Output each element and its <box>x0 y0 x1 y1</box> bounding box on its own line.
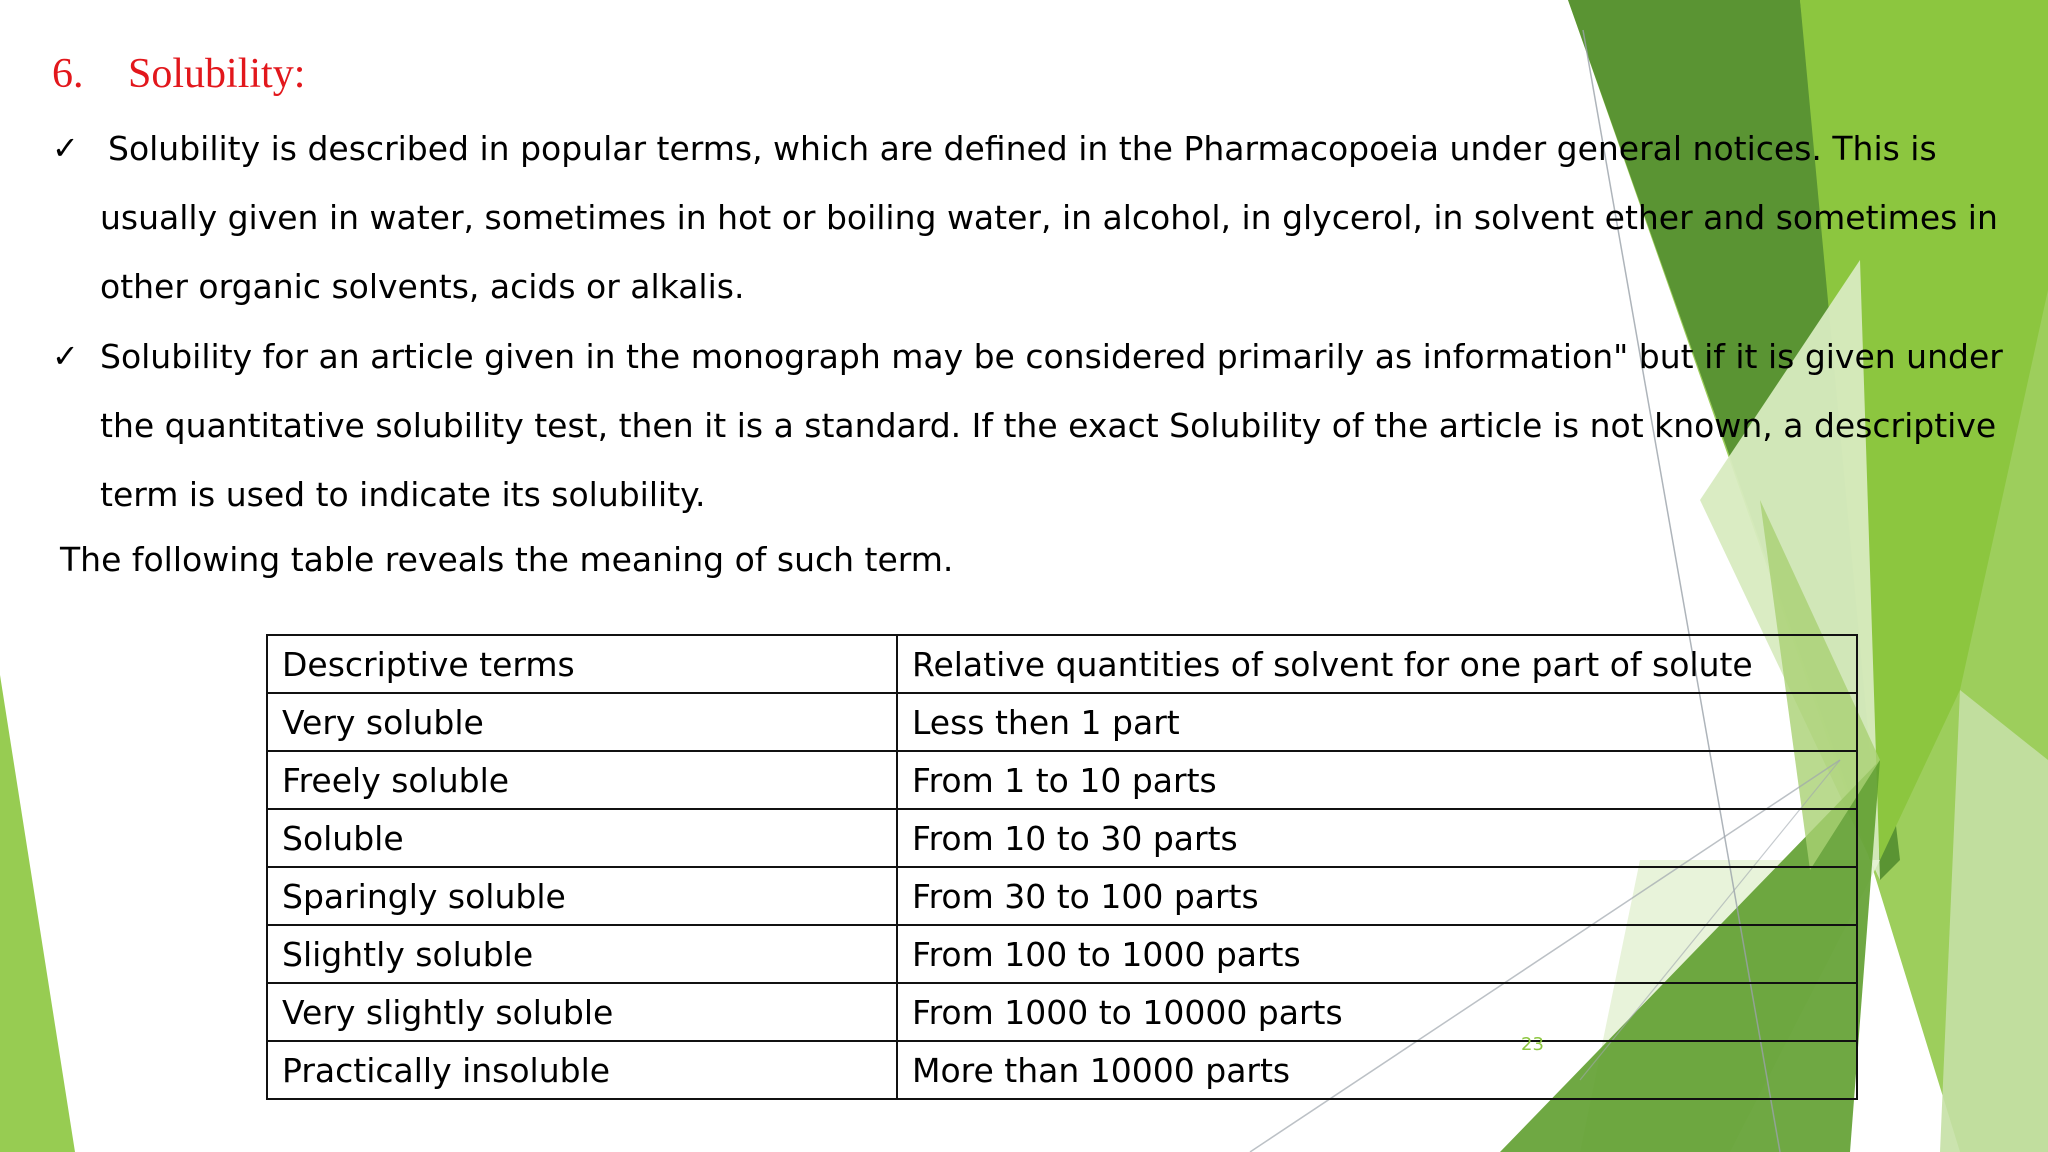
term-cell: Soluble <box>267 809 897 867</box>
page-number: 23 <box>1521 1034 1544 1055</box>
check-icon: ✓ <box>52 129 79 167</box>
heading-title: Solubility: <box>128 51 306 97</box>
table-row <box>267 983 1857 1041</box>
quantity-cell: From 10 to 30 parts <box>897 809 1857 867</box>
bullet-2-line-3: term is used to indicate its solubility. <box>100 475 706 514</box>
table-intro-text: The following table reveals the meaning of such term. <box>60 540 954 579</box>
quantity-cell: From 1 to 10 parts <box>897 751 1857 809</box>
quantity-cell: From 100 to 1000 parts <box>897 925 1857 983</box>
bullet-2-line-2: the quantitative solubility test, then it is a standard. If the exact Solubility of the article is not known, a descriptive <box>100 406 1997 445</box>
bullet-2-line-1: Solubility for an article given in the monograph may be considered primarily as information" but if it is given under <box>100 337 2003 376</box>
slide-heading <box>52 50 305 98</box>
bullet-1-line-2: usually given in water, sometimes in hot or boiling water, in alcohol, in glycerol, in solvent ether and sometimes in <box>100 198 1998 237</box>
table-row <box>267 1041 1857 1099</box>
quantity-cell: More than 10000 parts <box>897 1041 1857 1099</box>
table-row <box>267 693 1857 751</box>
solubility-table <box>266 634 1858 1100</box>
table-header-row <box>267 635 1857 693</box>
term-cell: Practically insoluble <box>267 1041 897 1099</box>
quantity-cell: From 30 to 100 parts <box>897 867 1857 925</box>
term-cell: Sparingly soluble <box>267 867 897 925</box>
table-row <box>267 867 1857 925</box>
quantity-cell: From 1000 to 10000 parts <box>897 983 1857 1041</box>
term-cell: Slightly soluble <box>267 925 897 983</box>
term-cell: Freely soluble <box>267 751 897 809</box>
bullet-1-line-1: Solubility is described in popular terms, which are defined in the Pharmacopoeia under general notices. This is <box>108 129 1937 168</box>
heading-number: 6. <box>52 51 84 97</box>
header-cell: Descriptive terms <box>267 635 897 693</box>
bullet-1-line-3: other organic solvents, acids or alkalis. <box>100 267 745 306</box>
quantity-cell: Less then 1 part <box>897 693 1857 751</box>
table-row <box>267 751 1857 809</box>
table-row <box>267 809 1857 867</box>
term-cell: Very soluble <box>267 693 897 751</box>
header-cell: Relative quantities of solvent for one part of solute <box>897 635 1857 693</box>
table-row <box>267 925 1857 983</box>
term-cell: Very slightly soluble <box>267 983 897 1041</box>
check-icon: ✓ <box>52 337 79 375</box>
